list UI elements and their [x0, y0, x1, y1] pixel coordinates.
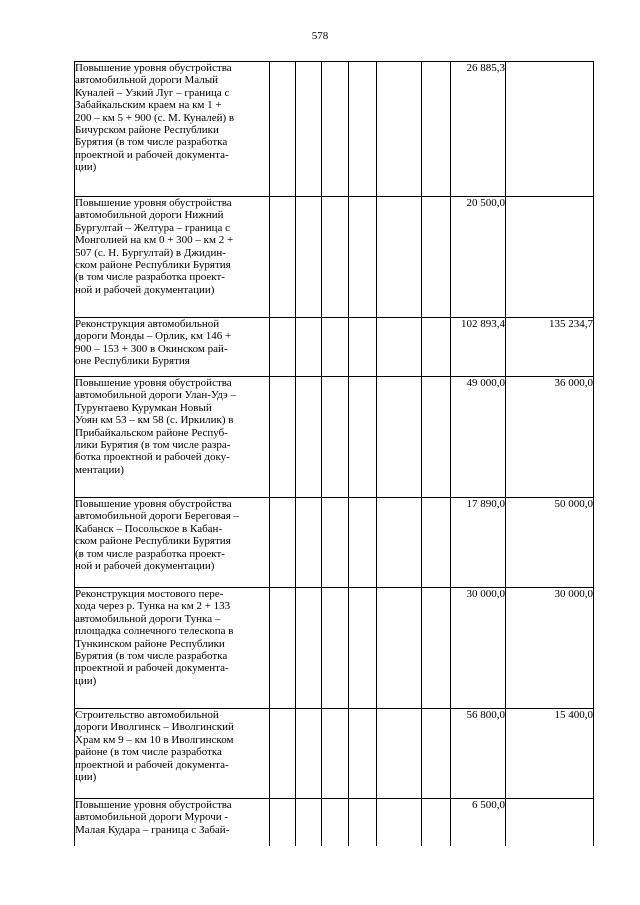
- empty-cell: [270, 498, 296, 588]
- empty-cell: [322, 709, 349, 799]
- page-number: 578: [311, 30, 329, 42]
- value-cell-1: 30 000,0: [451, 588, 506, 709]
- budget-table: [74, 61, 594, 846]
- empty-cell: [377, 498, 422, 588]
- empty-cell: [270, 377, 296, 498]
- empty-cell: [377, 197, 422, 318]
- empty-cell: [377, 799, 422, 846]
- row-description: Повышение уровня обустройства автомобильной дороги Береговая – Кабанск – Посольское в Кабан- ском районе Республики Бурятия (в том числе разработка проект- ной и рабочей документации): [75, 498, 270, 588]
- empty-cell: [322, 588, 349, 709]
- table-row: [75, 318, 594, 377]
- value-cell-1: 17 890,0: [451, 498, 506, 588]
- value-cell-2: 30 000,0: [506, 588, 594, 709]
- empty-cell: [270, 799, 296, 846]
- empty-cell: [377, 377, 422, 498]
- value-cell-2: 50 000,0: [506, 498, 594, 588]
- table-row: [75, 498, 594, 588]
- empty-cell: [422, 498, 451, 588]
- row-description: Реконструкция автомобильной дороги Монды – Орлик, км 146 + 900 – 153 + 300 в Окинском рай- оне Республики Бурятия: [75, 318, 270, 377]
- empty-cell: [349, 62, 377, 197]
- row-description: Повышение уровня обустройства автомобильной дороги Мурочи - Малая Кудара – граница с Забай-: [75, 799, 270, 846]
- value-cell-1: 6 500,0: [451, 799, 506, 846]
- empty-cell: [349, 709, 377, 799]
- empty-cell: [270, 318, 296, 377]
- empty-cell: [422, 62, 451, 197]
- empty-cell: [349, 799, 377, 846]
- empty-cell: [322, 799, 349, 846]
- table-row: [75, 197, 594, 318]
- empty-cell: [349, 318, 377, 377]
- value-cell-2: [506, 62, 594, 197]
- empty-cell: [296, 62, 322, 197]
- table-row: [75, 799, 594, 846]
- table-row: [75, 588, 594, 709]
- empty-cell: [422, 377, 451, 498]
- value-cell-2: [506, 799, 594, 846]
- table-row: [75, 709, 594, 799]
- value-cell-2: 36 000,0: [506, 377, 594, 498]
- empty-cell: [270, 197, 296, 318]
- empty-cell: [296, 498, 322, 588]
- empty-cell: [422, 709, 451, 799]
- value-cell-1: 49 000,0: [451, 377, 506, 498]
- empty-cell: [270, 62, 296, 197]
- value-cell-1: 26 885,3: [451, 62, 506, 197]
- empty-cell: [422, 318, 451, 377]
- empty-cell: [322, 62, 349, 197]
- row-description: Повышение уровня обустройства автомобильной дороги Улан-Удэ – Турунтаево Курумкан Новый Уоян км 53 – км 58 (с. Иркилик) в Прибайкальском районе Респуб- лики Бурятия (в том числе разра- ботка проектной и рабочей доку- ментации): [75, 377, 270, 498]
- row-description: Повышение уровня обустройства автомобильной дороги Нижний Бургултай – Желтура – граница с Монголией на км 0 + 300 – км 2 + 507 (с. Н. Бургултай) в Джидин- ском районе Республики Бурятия (в том числе разработка проект- ной и рабочей документации): [75, 197, 270, 318]
- value-cell-2: [506, 197, 594, 318]
- empty-cell: [296, 197, 322, 318]
- table-row: [75, 62, 594, 197]
- empty-cell: [377, 588, 422, 709]
- empty-cell: [377, 62, 422, 197]
- empty-cell: [296, 377, 322, 498]
- row-description: Реконструкция мостового пере- хода через р. Тунка на км 2 + 133 автомобильной дороги Тунка – площадка солнечного телескопа в Тункинском районе Республики Бурятия (в том числе разработка проектной и рабочей документа- ции): [75, 588, 270, 709]
- empty-cell: [322, 318, 349, 377]
- empty-cell: [422, 799, 451, 846]
- empty-cell: [349, 588, 377, 709]
- empty-cell: [296, 799, 322, 846]
- empty-cell: [422, 588, 451, 709]
- empty-cell: [377, 318, 422, 377]
- value-cell-1: 102 893,4: [451, 318, 506, 377]
- row-description: Повышение уровня обустройства автомобильной дороги Малый Куналей – Узкий Луг – граница с Забайкальским краем на км 1 + 200 – км 5 + 900 (с. М. Куналей) в Бичурском районе Республики Бурятия (в том числе разработка проектной и рабочей документа- ции): [75, 62, 270, 197]
- value-cell-1: 56 800,0: [451, 709, 506, 799]
- empty-cell: [422, 197, 451, 318]
- table-row: [75, 377, 594, 498]
- empty-cell: [322, 498, 349, 588]
- value-cell-2: 135 234,7: [506, 318, 594, 377]
- empty-cell: [270, 588, 296, 709]
- empty-cell: [296, 588, 322, 709]
- empty-cell: [322, 377, 349, 498]
- empty-cell: [349, 498, 377, 588]
- value-cell-2: 15 400,0: [506, 709, 594, 799]
- empty-cell: [296, 318, 322, 377]
- empty-cell: [377, 709, 422, 799]
- empty-cell: [270, 709, 296, 799]
- empty-cell: [349, 197, 377, 318]
- empty-cell: [322, 197, 349, 318]
- row-description: Строительство автомобильной дороги Иволгинск – Иволгинский Храм км 9 – км 10 в Иволгинском районе (в том числе разработка проектной и рабочей документа- ции): [75, 709, 270, 799]
- value-cell-1: 20 500,0: [451, 197, 506, 318]
- empty-cell: [349, 377, 377, 498]
- empty-cell: [296, 709, 322, 799]
